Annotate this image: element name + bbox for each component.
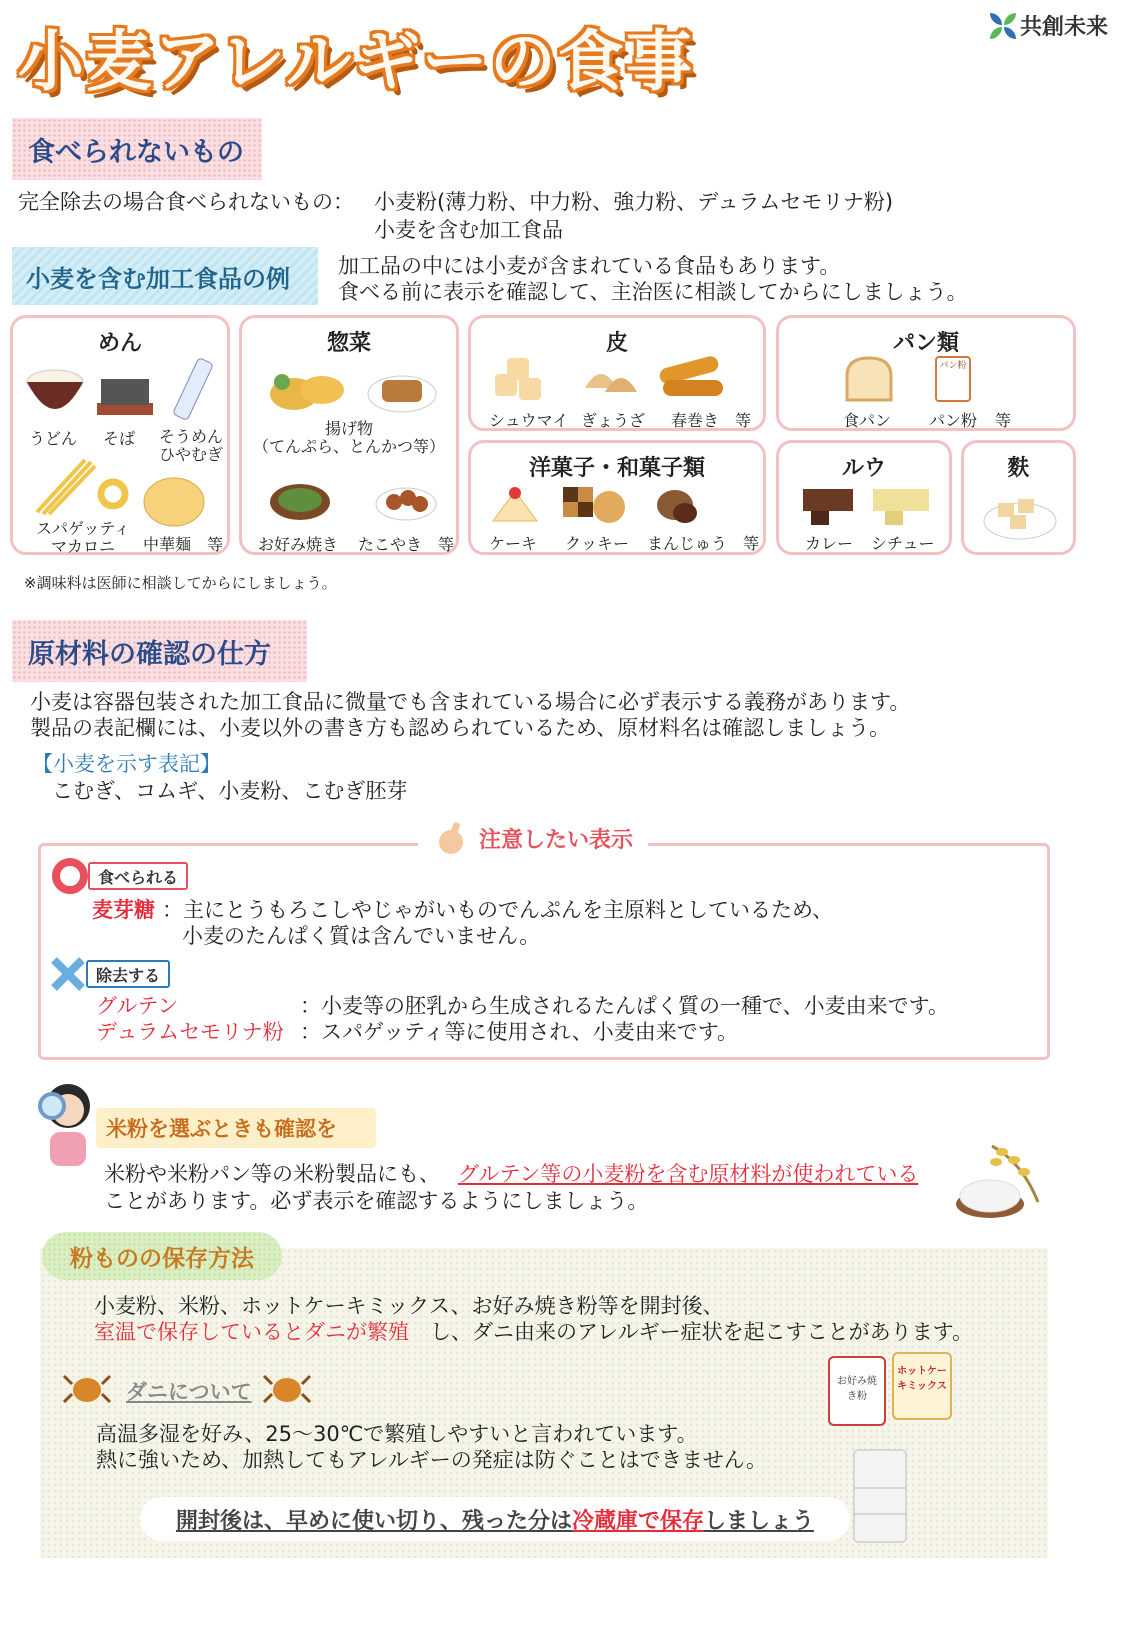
- complete-removal-processed: 小麦を含む加工食品: [374, 218, 563, 242]
- brand-mark-icon: [990, 13, 1016, 39]
- item-okonomiyaki: お好み焼き: [258, 535, 339, 554]
- refrigerator-icon: [850, 1448, 910, 1544]
- item-fried: 揚げ物: [324, 419, 373, 438]
- ng-term-durum: デュラムセモリナ粉: [96, 1020, 284, 1044]
- item-panko: パン粉: [929, 411, 978, 430]
- ok-tag: 食べられる: [88, 862, 188, 890]
- item-cookie: クッキー: [565, 534, 630, 553]
- spring-roll-icon: [653, 352, 727, 404]
- storage-conclusion: [140, 1497, 850, 1541]
- item-cake: ケーキ: [489, 534, 538, 553]
- storage-text-1: 小麦粉、米粉、ホットケーキミックス、お好み焼き粉等を開封後、: [94, 1294, 724, 1318]
- item-spaghetti: スパゲッティ: [35, 519, 131, 538]
- section-heading-cannot-eat: 食べられないもの: [12, 118, 262, 180]
- tempura-icon: [264, 368, 354, 414]
- page-title: 小麦アレルギーの食事: [18, 23, 694, 100]
- category-title: ルウ: [841, 456, 886, 481]
- item-hiyamugi: ひやむぎ: [159, 445, 224, 464]
- item-udon: うどん: [29, 429, 78, 448]
- girl-magnifier-icon: [38, 1076, 100, 1168]
- check-text-2: 製品の表記欄には、小麦以外の書き方も認められているため、原材料名は確認しましょう。: [30, 716, 891, 740]
- pointing-hand-icon: [433, 820, 469, 856]
- ng-tag: 除去する: [86, 960, 170, 988]
- wheat-labels-list: こむぎ、コムギ、小麦粉、こむぎ胚芽: [52, 779, 408, 803]
- cake-icon: [489, 481, 541, 527]
- check-text-1: 小麦は容器包装された加工食品に微量でも含まれている場合に必ず表示する義務があります。: [30, 690, 911, 714]
- ok-text-2: 小麦のたんぱく質は含んでいません。: [182, 924, 541, 948]
- item-soba: そば: [103, 429, 136, 448]
- chinese-noodles-icon: [141, 474, 207, 530]
- somen-package-icon: [173, 354, 217, 424]
- rice-text-highlight: グルテン等の小麦粉を含む原材料が使われている: [458, 1162, 919, 1186]
- processed-note-2: 食べる前に表示を確認して、主治医に相談してからにしましょう。: [338, 280, 968, 304]
- item-takoyaki: たこやき 等: [358, 535, 455, 554]
- item-macaroni: マカロニ: [50, 537, 115, 556]
- tonkatsu-icon: [366, 368, 438, 414]
- item-manju: まんじゅう 等: [647, 534, 760, 553]
- gyoza-icon: [581, 358, 641, 402]
- ng-text-gluten: ：小麦等の胚乳から生成されるたんぱく質の一種で、小麦由来です。: [300, 994, 949, 1018]
- ng-text-durum: ：スパゲッティ等に使用され、小麦由来です。: [300, 1020, 739, 1044]
- complete-removal-flours: 小麦粉(薄力粉、中力粉、強力粉、デュラムセモリナ粉): [374, 190, 894, 214]
- category-box-side-dishes: [239, 315, 459, 555]
- ok-text-1: ：主にとうもろこしやじゃがいものでんぷんを主原料としているため、: [162, 898, 834, 922]
- stew-roux-icon: [869, 481, 935, 529]
- mite-icon: [62, 1366, 112, 1410]
- category-title: めん: [97, 331, 142, 356]
- category-box-wrappers: [468, 315, 766, 431]
- item-stew: シチュー: [871, 534, 935, 553]
- manju-icon: [653, 483, 703, 527]
- pancake-mix-bag-icon: ホットケーキミックス: [892, 1352, 952, 1420]
- mite-text-1: 高温多湿を好み、25～30℃で繁殖しやすいと言われています。: [96, 1422, 698, 1446]
- category-title: 洋菓子・和菓子類: [528, 456, 705, 481]
- category-box-bread: [776, 315, 1076, 431]
- category-title: 皮: [605, 331, 628, 356]
- seasoning-note: ※調味料は医師に相談してからにしましょう。: [24, 574, 337, 592]
- brand-logo: [990, 10, 1108, 41]
- brand-name: 共創未来: [1020, 15, 1109, 40]
- item-harumaki: 春巻き: [671, 411, 720, 430]
- category-box-sweets: [468, 440, 766, 555]
- rice-flour-bowl-icon: [952, 1142, 1044, 1224]
- storage-text-rest: し、ダニ由来のアレルギー症状を起こすことがあります。: [430, 1320, 973, 1344]
- conclusion-post: しましょう: [704, 1508, 815, 1534]
- spaghetti-macaroni-icon: [27, 454, 137, 518]
- item-curry: カレー: [805, 534, 854, 553]
- category-title: 麩: [1007, 456, 1030, 481]
- rice-text-2: ことがあります。必ず表示を確認するようにしましょう。: [104, 1189, 649, 1213]
- cookie-icon: [559, 481, 629, 527]
- cross-ng-icon: [48, 954, 88, 994]
- item-fried-detail: （てんぷら、とんかつ等）: [252, 437, 445, 456]
- mite-text-2: 熱に強いため、加熱してもアレルギーの発症は防ぐことはできません。: [96, 1448, 768, 1472]
- mite-icon: [262, 1366, 312, 1410]
- category-box-fu: [961, 440, 1076, 555]
- caution-title-text: 注意したい表示: [478, 827, 633, 853]
- curry-roux-icon: [797, 481, 861, 529]
- rice-flour-heading: 米粉を選ぶときも確認を: [96, 1108, 376, 1148]
- fu-icon: [982, 487, 1058, 543]
- ok-term-maltose: 麦芽糖: [92, 898, 155, 922]
- sub-heading-processed-foods: 小麦を含む加工食品の例: [12, 247, 318, 305]
- conclusion-pre: 開封後は、早めに使い切り、残った分は: [175, 1508, 572, 1534]
- complete-removal-label: 完全除去の場合食べられないもの：: [18, 190, 354, 214]
- item-somen: そうめん: [159, 427, 224, 446]
- wheat-labels-heading: 【小麦を示す表記】: [32, 752, 221, 776]
- section-heading-how-to-check: 原材料の確認の仕方: [12, 620, 307, 682]
- caution-title: [418, 815, 648, 861]
- storage-text-highlight: 室温で保存しているとダニが繁殖: [94, 1320, 409, 1344]
- item-shumai: シュウマイ: [489, 411, 569, 430]
- soba-tray-icon: [95, 373, 155, 419]
- okonomiyaki-icon: [268, 480, 332, 524]
- category-title: 惣菜: [326, 331, 371, 356]
- shumai-icon: [489, 352, 559, 404]
- conclusion-highlight: 冷蔵庫で保存: [571, 1508, 704, 1534]
- takoyaki-icon: [374, 480, 438, 524]
- bread-slice-icon: [839, 354, 899, 404]
- item-etc: 等: [995, 411, 1012, 430]
- item-chuka-men: 中華麺 等: [143, 535, 224, 554]
- item-shokupan: 食パン: [843, 411, 892, 430]
- item-etc: 等: [735, 411, 752, 430]
- rice-text-pre: 米粉や米粉パン等の米粉製品にも、: [104, 1162, 440, 1186]
- category-box-roux: [776, 440, 952, 555]
- udon-bowl-icon: [25, 366, 85, 420]
- item-gyoza: ぎょうざ: [581, 411, 646, 430]
- mite-heading: ダニについて: [126, 1380, 252, 1404]
- category-title: パン類: [892, 331, 959, 356]
- processed-note-1: 加工品の中には小麦が含まれている食品もあります。: [338, 254, 841, 278]
- circle-ok-icon: [50, 856, 90, 896]
- panko-bag-icon: パン粉: [935, 356, 971, 402]
- category-box-noodles: [10, 315, 230, 555]
- okonomiyaki-flour-bag-icon: お好み焼き粉: [828, 1356, 886, 1426]
- storage-heading: 粉ものの保存方法: [42, 1232, 282, 1280]
- ng-term-gluten: グルテン: [96, 994, 179, 1018]
